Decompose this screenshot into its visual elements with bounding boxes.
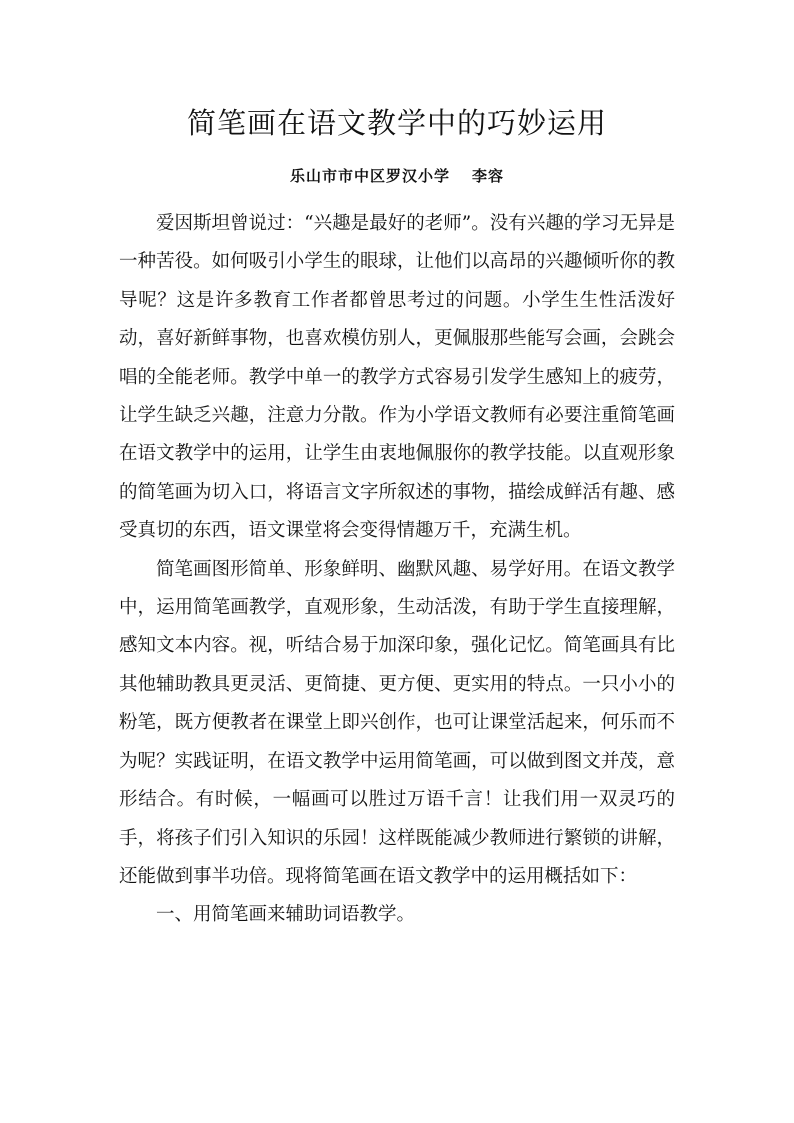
paragraph-1: 爱因斯坦曾说过：“兴趣是最好的老师”。没有兴趣的学习无异是一种苦役。如何吸引小学生的眼球，让他们以高昂的兴趣倾听你的教导呢？这是许多教育工作者都曾思考过的问题。小学生生性活泼好动，喜好新鲜事物，也喜欢模仿别人，更佩服那些能写会画，会跳会唱的全能老师。教学中单一的教学方式容易引发学生感知上的疲劳，让学生缺乏兴趣，注意力分散。作为小学语文教师有必要注重简笔画在语文教学中的运用，让学生由衷地佩服你的教学技能。以直观形象的简笔画为切入口，将语言文字所叙述的事物，描绘成鲜活有趣、感受真切的东西，语文课堂将会变得情趣万千，充满生机。 bbox=[119, 213, 675, 542]
document-title: 简笔画在语文教学中的巧妙运用 bbox=[186, 106, 607, 140]
author-name: 李容 bbox=[472, 167, 505, 185]
author-line bbox=[0, 165, 794, 187]
document-body bbox=[119, 205, 675, 935]
paragraph-2: 简笔画图形简单、形象鲜明、幽默风趣、易学好用。在语文教学中，运用简笔画教学，直观形象，生动活泼，有助于学生直接理解，感知文本内容。视，听结合易于加深印象，强化记忆。简笔画具有比其他辅助教具更灵活、更简捷、更方便、更实用的特点。一只小小的粉笔，既方便教者在课堂上即兴创作，也可让课堂活起来，何乐而不为呢？实践证明，在语文教学中运用简笔画，可以做到图文并茂，意形结合。有时候，一幅画可以胜过万语千言！让我们用一双灵巧的手，将孩子们引入知识的乐园！这样既能减少教师进行繁锁的讲解，还能做到事半功倍。现将简笔画在语文教学中的运用概括如下： bbox=[119, 558, 675, 887]
section-heading-1: 一、用简笔画来辅助词语教学。 bbox=[156, 904, 416, 926]
author-school: 乐山市市中区罗汉小学 bbox=[289, 167, 450, 185]
